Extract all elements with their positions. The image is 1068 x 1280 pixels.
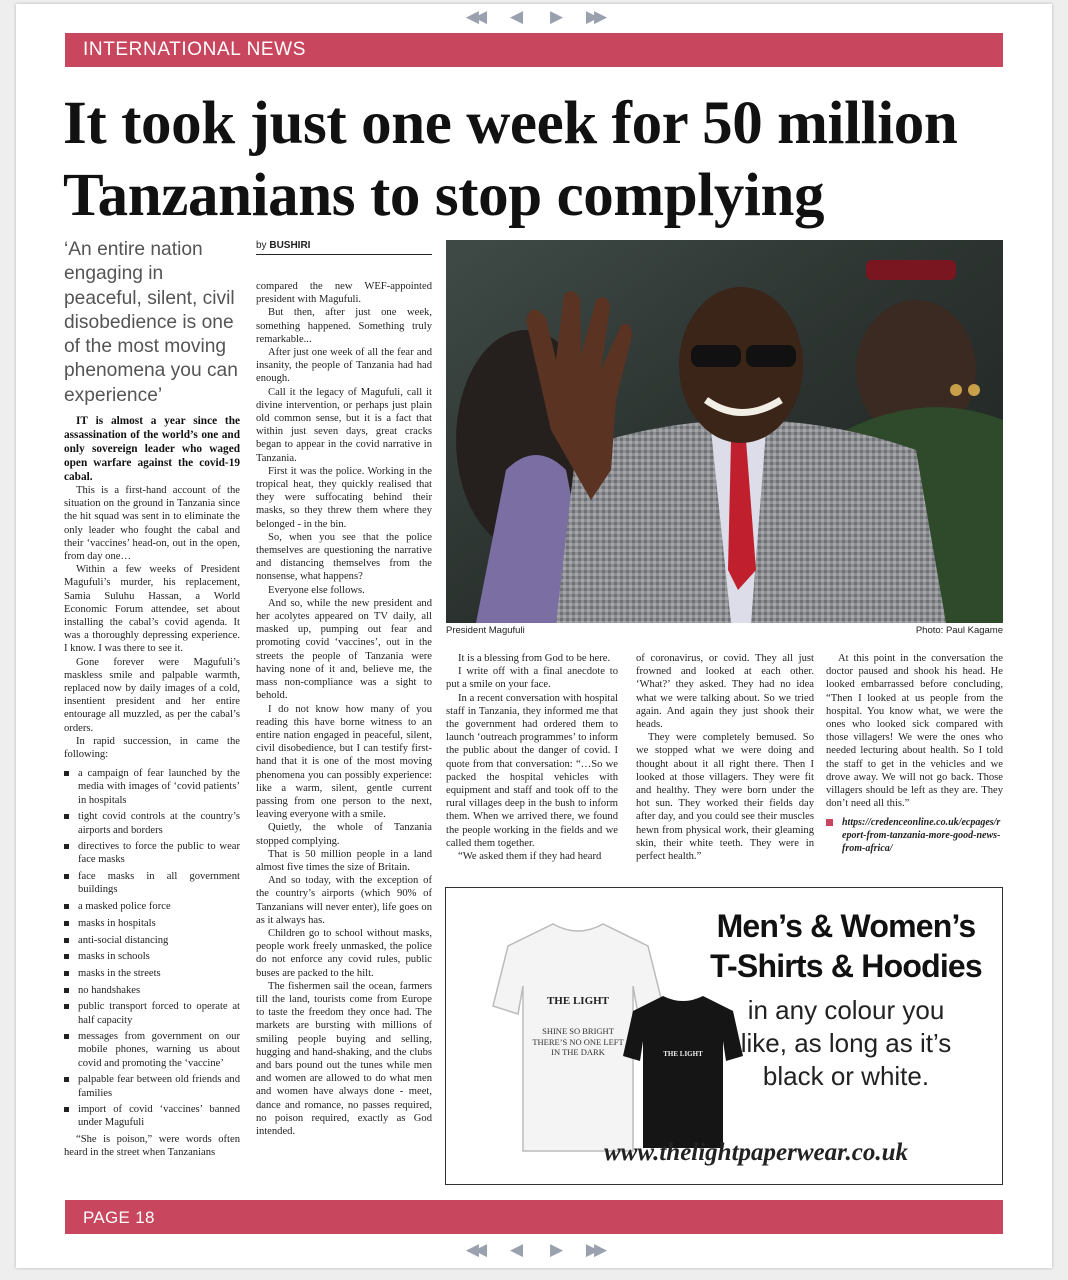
photo-illustration <box>446 240 1003 623</box>
page-nav-bottom <box>0 1239 1068 1261</box>
list-item: masks in schools <box>64 950 240 963</box>
paragraph: It is a blessing from God to be here. <box>458 653 611 664</box>
paragraph: In a recent conversation with hospital staff in Tanzania, they informed me that the government had ordered them to launch ‘outreach programmes’ to inform the public about the danger of covid. I quote from that conversation: “…So we packed the hospital vehicles with equipment and staff and took off to the rural villages deep in the bush to inform them. When we arrived there, we found the people working in the fields and we called them together. <box>446 692 618 849</box>
paragraph: “We asked them if they had heard <box>458 851 602 863</box>
last-page-icon[interactable]: ▶▶ <box>585 1240 603 1260</box>
pull-quote: ‘An entire nation engaging in peaceful, silent, civil disobedience is one of the most moving phenomena you can experience’ <box>64 239 238 406</box>
paragraph: Gone forever were Magufuli’s maskless smile and palpable warmth, replaced now by daily images of a cold, insentient president and her entire entourage all muzzled, as per the cabal’s orders. <box>64 656 240 734</box>
link-bullet-icon <box>826 819 833 826</box>
list-item: a campaign of fear launched by the media with images of ‘covid patients’ in hospitals <box>64 767 240 807</box>
paragraph: This is a first-hand account of the situation on the ground in Tanzania since the hit squad was sent in to eliminate the only leader who fought the cabal and their ‘vaccines’ head-on, out in the open, from day one… <box>64 485 240 563</box>
list-item: import of covid ‘vaccines’ banned under Magufuli <box>64 1103 240 1129</box>
paragraph: So, when you see that the police themselves are questioning the narrative and distancing themselves from the nonsense, what happens? <box>256 531 432 583</box>
column-2 <box>256 280 432 1138</box>
list-item: anti-social distancing <box>64 934 240 947</box>
prev-page-icon[interactable]: ◀ <box>509 7 519 27</box>
paragraph: Children go to school without masks, people work freely unmasked, the police do not enforce any covid rules, public buses are packed to the hilt. <box>256 927 432 979</box>
paragraph: Quietly, the whole of Tanzania stopped complying. <box>256 822 432 847</box>
lead-paragraph: IT is almost a year since the assassination of the world’s one and only sovereign leader who waged open warfare against the covid-19 cabal. <box>64 415 240 483</box>
byline <box>256 240 432 255</box>
first-page-icon[interactable]: ◀◀ <box>465 7 483 27</box>
shirt-slogan-wrap <box>528 1026 628 1096</box>
ad-title: Men’s & Women’s T-Shirts & Hoodies <box>710 908 982 984</box>
list-item: palpable fear between old friends and families <box>64 1073 240 1099</box>
ad-subtitle: in any colour you like, as long as it’s black or white. <box>740 995 952 1091</box>
list-item: masks in hospitals <box>64 917 240 930</box>
byline-author: BUSHIRI <box>269 240 311 251</box>
list-item: masks in the streets <box>64 967 240 980</box>
paragraph: In rapid succession, in came the following: <box>64 735 240 761</box>
paragraph: Within a few weeks of President Magufuli’s murder, his replacement, Samia Suluhu Hassan, a World Economic Forum attendee, set about installing the cabal’s covid agenda. It was a thoroughly depressing experience. I know. I was there to see it. <box>64 564 240 655</box>
source-link[interactable] <box>826 816 1003 855</box>
paragraph: And so, while the new president and her acolytes appeared on TV daily, all masked up, pumping out fear and promoting covid ‘vaccines’, out in the streets the people of Tanzania were having none of it and, believe me, the mass non-compliance was a sight to behold. <box>256 597 432 702</box>
paragraph: First it was the police. Working in the tropical heat, they quickly realised that they were suffocating behind their masks, so they threw them where they belonged - in the bin. <box>256 465 432 530</box>
paragraph: I write off with a final anecdote to put a smile on your face. <box>446 666 618 691</box>
last-page-icon[interactable]: ▶▶ <box>585 7 603 27</box>
list-item: no handshakes <box>64 984 240 997</box>
byline-prefix: by <box>256 240 267 251</box>
paragraph: That is 50 million people in a land almost five times the size of Britain. <box>256 848 432 873</box>
footer-banner <box>65 1200 1003 1234</box>
section-banner <box>65 33 1003 67</box>
paragraph: They were completely bemused. So we stopped what we were doing and thought about it all right there. Then I looked at those villagers. They were fit and healthy. They were born under the hot sun. They worked their fields day after day, and you could see their muscles hewn from physical work, their gleaming skin, their white teeth. They were in perfect health.” <box>636 732 814 863</box>
column-3 <box>446 652 618 863</box>
list-item: a masked police force <box>64 900 240 913</box>
shirt-logo: THE LIGHT <box>546 995 610 1007</box>
page-number: PAGE 18 <box>83 1208 155 1227</box>
president-photo <box>446 240 1003 623</box>
column-4 <box>636 652 814 863</box>
source-link-text[interactable]: https://credenceonline.co.uk/ecpages/report-from-tanzania-more-good-news-from-africa/ <box>842 817 1001 855</box>
paragraph: “She is poison,” were words often heard in the street when Tanzanians <box>64 1134 240 1159</box>
paragraph: Everyone else follows. <box>268 584 365 596</box>
black-tshirt-icon <box>623 996 743 1148</box>
column-5 <box>826 652 1003 855</box>
list-item: public transport forced to operate at half capacity <box>64 1000 240 1026</box>
column-1 <box>64 414 240 1160</box>
tshirt-advert[interactable] <box>445 887 1003 1185</box>
shirt-slogan: SHINE SO BRIGHT THERE’S NO ONE LEFT IN THE DARK <box>532 1026 624 1057</box>
headline: It took just one week for 50 million Tanzanians to stop complying <box>63 90 958 229</box>
list-item: messages from government on our mobile phones, warning us about covid and promoting the ‘vaccine’ <box>64 1030 240 1070</box>
shirt-logo-black: THE LIGHT <box>663 1050 703 1058</box>
next-page-icon[interactable]: ▶ <box>549 7 559 27</box>
first-page-icon[interactable]: ◀◀ <box>465 1240 483 1260</box>
paragraph: The fishermen sail the ocean, farmers till the land, tourists come from Europe to taste the freedom they once had. The markets are bursting with millions of smiling people buying and selling, hugging and hand-shaking, and the clubs and bars pound out the tunes while men and women are allowed to do what men and women have always done - meet, dance and romance, no passes required, no poison required, exactly as God intended. <box>256 980 432 1137</box>
page-nav-top <box>0 6 1068 28</box>
measures-list <box>64 767 240 1129</box>
list-item: directives to force the public to wear face masks <box>64 840 240 866</box>
prev-page-icon[interactable]: ◀ <box>509 1240 519 1260</box>
photo-credit: Photo: Paul Kagame <box>915 625 1003 636</box>
paragraph: And so today, with the exception of the country’s airports (which 90% of Tanzanians will never enter), life goes on as it always has. <box>256 875 432 926</box>
paragraph: At this point in the conversation the doctor paused and shook his head. He looked embarrassed before concluding, “Then I looked at us people from the hospital. You know what, we were the ones who looked sick compared with those villagers! We were the ones who needed lecturing about health. So I told the staff to get in the vehicles and we drove away. We will not go back. Those villagers should be left as they are. They don’t need all this.” <box>826 653 1003 810</box>
photo-caption: President Magufuli <box>446 625 525 636</box>
paragraph: Call it the legacy of Magufuli, call it divine intervention, or perhaps just plain old common sense, but it is a fact that within just seven days, great cracks began to appear in the covid narrative in Tanzania. <box>256 386 432 464</box>
paragraph: compared the new WEF-appointed president with Magufuli. <box>256 281 432 306</box>
ad-url[interactable]: www.thelightpaperwear.co.uk <box>604 1139 908 1166</box>
paragraph: But then, after just one week, something happened. Something truly remarkable... <box>256 307 432 345</box>
list-item: face masks in all government buildings <box>64 870 240 896</box>
paragraph: I do not know how many of you reading this have borne witness to an entire nation engaged in peaceful, silent, civil disobedience, but I can testify first-hand that it is one of the most moving phenomena you can possibly experience: like a warm, silent, gentle current passing from one person to the next, leaving everyone with a smile. <box>256 703 432 821</box>
next-page-icon[interactable]: ▶ <box>549 1240 559 1260</box>
paragraph: After just one week of all the fear and insanity, the people of Tanzania had had enough. <box>256 347 432 385</box>
list-item: tight covid controls at the country’s airports and borders <box>64 810 240 836</box>
section-label: INTERNATIONAL NEWS <box>83 39 306 60</box>
paragraph: of coronavirus, or covid. They all just frowned and looked at each other. ‘What?’ they asked. They had no idea what we were talking about. So we tried again. And again they just shook their heads. <box>636 653 814 731</box>
